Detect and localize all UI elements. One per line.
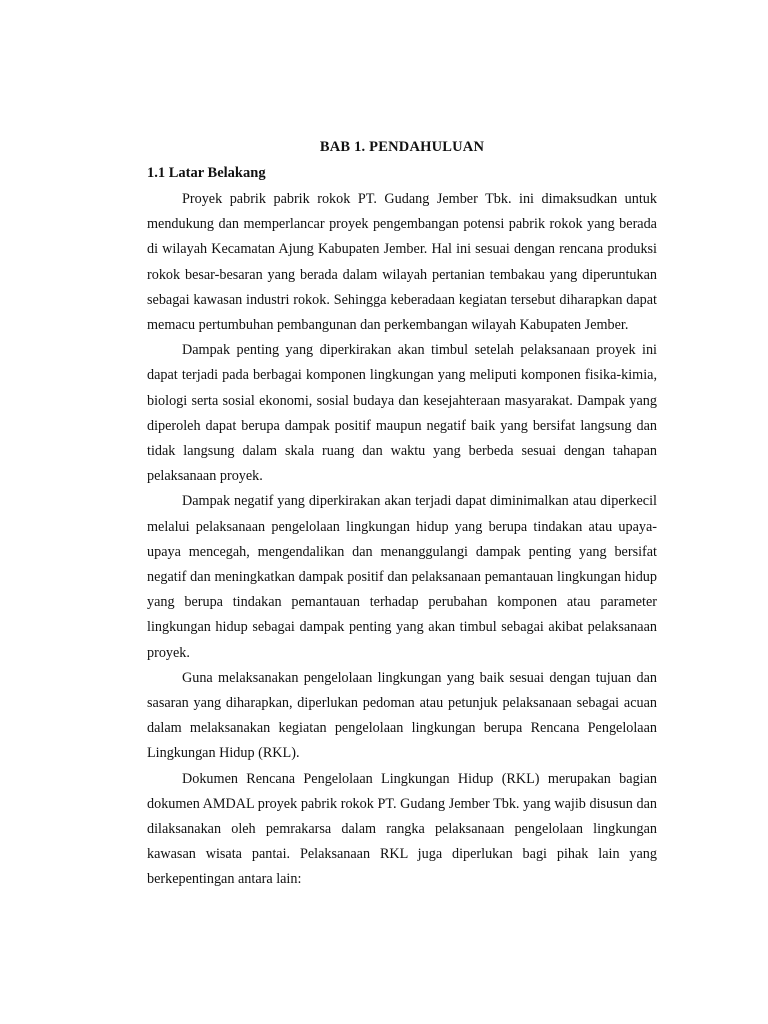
chapter-title: BAB 1. PENDAHULUAN [319,139,485,155]
paragraph-3: Dampak negatif yang diperkirakan akan terjadi dapat diminimalkan atau diperkecil melalui pelaksanaan pengelolaan lingkungan hidup yang berupa tindakan atau upaya-upaya mencegah, mengendalikan dan menanggulangi dampak penting yang bersifat negatif dan meningkatkan dampak positif dan pelaksanaan pemantauan lingkungan hidup yang berupa tindakan pemantauan terhadap perubahan komponen atau parameter lingkungan hidup sebagai dampak penting yang akan timbul sebagai akibat pelaksanaan proyek. [147,493,657,661]
paragraph-2: Dampak penting yang diperkirakan akan timbul setelah pelaksanaan proyek ini dapat terjadi pada berbagai komponen lingkungan yang meliputi komponen fisika-kimia, biologi serta sosial ekonomi, sosial budaya dan kesejahteraan masyarakat. Dampak yang diperoleh dapat berupa dampak positif maupun negatif baik yang bersifat langsung dan tidak langsung dalam skala ruang dan waktu yang berbeda sesuai dengan tahapan pelaksanaan proyek. [147,342,657,485]
paragraph-1: Proyek pabrik pabrik rokok PT. Gudang Jember Tbk. ini dimaksudkan untuk mendukung dan memperlancar proyek pengembangan potensi pabrik rokok yang berada di wilayah Kecamatan Ajung Kabupaten Jember. Hal ini sesuai dengan rencana produksi rokok besar-besaran yang berada dalam wilayah pertanian tembakau yang diperuntukan sebagai kawasan industri rokok. Sehingga keberadaan kegiatan tersebut diharapkan dapat memacu pertumbuhan pembangunan dan perkembangan wilayah Kabupaten Jember. [147,191,657,334]
paragraph-5: Dokumen Rencana Pengelolaan Lingkungan Hidup (RKL) merupakan bagian dokumen AMDAL proyek pabrik rokok PT. Gudang Jember Tbk. yang wajib disusun dan dilaksanakan oleh pemrakarsa dalam rangka pelaksanaan pengelolaan lingkungan kawasan wisata pantai. Pelaksanaan RKL juga diperlukan bagi pihak lain yang berkepentingan antara lain: [147,770,657,888]
page-content [147,136,657,893]
section-heading: 1.1 Latar Belakang [147,165,266,181]
paragraph-4: Guna melaksanakan pengelolaan lingkungan yang baik sesuai dengan tujuan dan sasaran yang diharapkan, diperlukan pedoman atau petunjuk pelaksanaan sebagai acuan dalam melaksanakan kegiatan pengelolaan lingkungan berupa Rencana Pengelolaan Lingkungan Hidup (RKL). [147,669,657,762]
